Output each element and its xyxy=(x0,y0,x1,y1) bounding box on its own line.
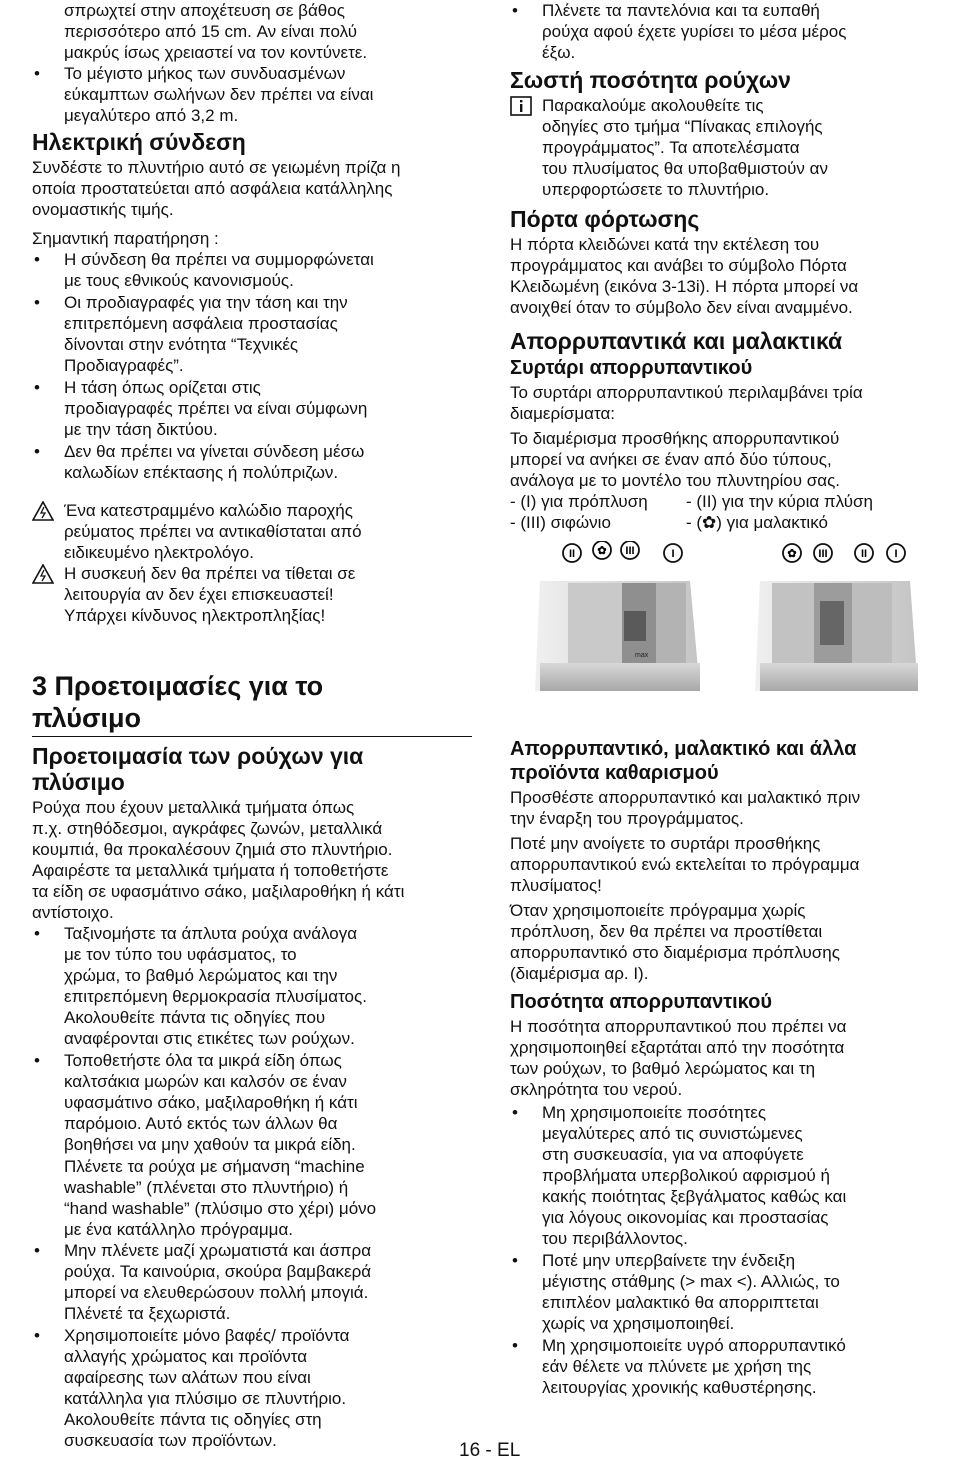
list-item: • Δεν θα πρέπει να γίνεται σύνδεση μέσω καλωδίων επέκτασης ή πολύπριζων. xyxy=(32,441,472,483)
list-item: • Η τάση όπως ορίζεται στις προδιαγραφές πρέπει να είναι σύμφωνη με την τάση δικτύου. xyxy=(32,377,472,440)
chapter-rule xyxy=(32,736,472,737)
drawer-text: Το συρτάρι απορρυπαντικού περιλαμβάνει τρία διαμερίσματα: Το διαμέρισμα προσθήκης απορρυπαντικού μπορεί να ανήκει σε έναν από δύο τύπους, ανάλογα με το μοντέλο του πλυντηρίου σας. xyxy=(510,383,863,490)
door-heading: Πόρτα φόρτωσης xyxy=(510,206,700,232)
other-products-text: Προσθέστε απορρυπαντικό και μαλακτικό πριν την έναρξη του προγράμματος. Ποτέ μην ανοίγετε το συρτάρι προσθήκης απορρυπαντικού ενώ εκτελείται το πρόγραμμα πλυσίματος! Όταν χρησιμοποιείτε πρόγραμμα χωρίς πρόπλυση, δεν θα πρέπει να προστίθεται απορρυπαντικό στο διαμέρισμα πρόπλυσης (διαμέρισμα αρ. I). xyxy=(510,788,861,983)
drawer-heading: Συρτάρι απορρυπαντικού xyxy=(510,357,753,379)
text-line: σπρωχτεί στην αποχέτευση σε βάθος xyxy=(64,1,345,20)
door-text: Η πόρτα κλειδώνει κατά την εκτέλεση του προγράμματος και ανάβει το σύμβολο Πόρτα Κλειδωμένη (εικόνα 3-13i). Η πόρτα μπορεί να ανοιχθεί όταν το σύμβολο δεν είναι αναμμένο. xyxy=(510,235,859,317)
list-item: • Ποτέ μην υπερβαίνετε την ένδειξη μέγιστης στάθμης (> max <). Αλλιώς, το επιπλέον μαλακτικό θα απορριπτεται χωρίς να χρησιμοποιηθεί. xyxy=(510,1250,942,1334)
list-item: • Μη χρησιμοποιείτε υγρό απορρυπαντικό εάν θέλετε να πλύνετε με χρήση της λειτουργίας χρονικής καθυστέρησης. xyxy=(510,1335,942,1398)
electric-text: Συνδέστε το πλυντήριο αυτό σε γειωμένη πρίζα η οποία προστατεύεται από ασφάλεια κατάλληλης ονομαστικής τιμής. xyxy=(32,158,401,219)
prep-text: Ρούχα που έχουν μεταλλικά τμήματα όπως π.χ. στηθόδεσμοι, αγκράφες ζωνών, μεταλλικά κουμπιά, θα προκαλέσουν ζημιά στο πλυντήριο. Αφαιρέστε τα μεταλλικά τμήματα ή τοποθετήστε τα είδη σε υφασμάτινο σάκο, μαξιλαροθήκη ή κάτι αντίστοιχο. xyxy=(32,798,405,922)
drawer-illustration xyxy=(510,541,942,691)
warning-damaged-cable: Ένα κατεστραμμένο καλώδιο παροχής ρεύματος πρέπει να αντικαθίσταται από ειδικευμένο ηλεκτρολόγο. xyxy=(32,500,472,563)
drawer-symbol: I xyxy=(894,548,898,560)
drawer-symbol: I xyxy=(671,548,675,560)
electric-heading: Ηλεκτρική σύνδεση xyxy=(32,129,246,155)
list-item: • Η σύνδεση θα πρέπει να συμμορφώνεται με τους εθνικούς κανονισμούς. xyxy=(32,249,472,291)
left-column xyxy=(32,0,472,1452)
chapter-title: 3 Προετοιμασίες για το πλύσιμο xyxy=(32,671,324,733)
drawer-symbol: II xyxy=(568,548,576,560)
load-info: Παρακαλούμε ακολουθείτε τις οδηγίες στο τμήμα “Πίνακας επιλογής προγράμματος”. Τα αποτελέσματα του πλυσίματος θα υποβαθμιστούν αν υπερφορτώσετε το πλυντήριο. xyxy=(510,95,942,200)
prep-continuation: Πλένετε τα ρούχα με σήμανση “machine washable” (πλένεται στο πλυντήριο) ή “hand washable” (πλύσιμο στο χέρι) μόνο με ένα κατάλληλο πρόγραμμα. xyxy=(64,1157,377,1239)
page-number: 16 - EL xyxy=(459,1440,521,1461)
drawer-symbol: ✿ xyxy=(787,548,797,560)
list-item: • Χρησιμοποιείτε μόνο βαφές/ προϊόντα αλλαγής χρώματος και προϊόντα αφαίρεσης των αλάτων που είναι κατάλληλα για πλύσιμο σε πλυντήριο. Ακολουθείτε πάντα τις οδηγίες στη συσκευασία των προϊόντων. xyxy=(32,1325,472,1451)
right-column xyxy=(510,0,942,1399)
text-line: περισσότερο από 15 cm. Αν είναι πολύ xyxy=(64,22,358,41)
detergent-heading: Απορρυπαντικά και μαλακτικά xyxy=(510,328,843,354)
list-item: • Τοποθετήστε όλα τα μικρά είδη όπως καλτσάκια μωρών και καλσόν σε έναν υφασμάτινο σάκο, μαξιλαροθήκη ή κάτι παρόμοιο. Αυτό εκτός των άλλων θα βοηθήσει να μην χαθούν τα μικρά είδη. xyxy=(32,1050,472,1155)
drawer-symbol: III xyxy=(818,548,828,560)
top-bullet-list xyxy=(510,0,942,63)
prep-bullet-list-2 xyxy=(32,1240,472,1451)
warning-unrepaired: Η συσκευή δεν θα πρέπει να τίθεται σε λειτουργία αν δεν έχει επισκευαστεί! Υπάρχει κίνδυνος ηλεκτροπληξίας! xyxy=(32,563,472,626)
prep-heading: Προετοιμασία των ρούχων για πλύσιμο xyxy=(32,743,364,795)
list-item: • Οι προδιαγραφές για την τάση και την επιτρεπόμενη ασφάλεια προστασίας δίνονται στην ενότητα “Τεχνικές Προδιαγραφές”. xyxy=(32,292,472,376)
load-heading: Σωστή ποσότητα ρούχων xyxy=(510,67,791,93)
list-item: • Μην πλένετε μαζί χρωματιστά και άσπρα ρούχα. Τα καινούρια, σκούρα βαμβακερά μπορεί να ελευθερώσουν πολλή μπογιά. Πλένετέ τα ξεχωριστά. xyxy=(32,1240,472,1324)
list-item: • Ταξινομήστε τα άπλυτα ρούχα ανάλογα με τον τύπο του υφάσματος, το χρώμα, το βαθμό λερώματος και την επιτρεπόμενη θερμοκρασία πλυσίματος. Ακολουθείτε πάντα τις οδηγίες που αναφέρονται στις ετικέτες των ρούχων. xyxy=(32,923,472,1049)
prep-bullet-list xyxy=(32,923,472,1155)
list-item: • Μη χρησιμοποιείτε ποσότητες μεγαλύτερες από τις συνιστώμενες στη συσκευασία, για να αποφύγετε προβλήματα υπερβολικού αφρισμού ή κακής ποιότητας ξεβγάλματος καθώς και για λόγους οικονομίας και προστασίας του περιβάλλοντος. xyxy=(510,1102,942,1249)
intro-continuation xyxy=(32,0,472,63)
note-bullet-list xyxy=(32,249,472,483)
electric-warning-icon xyxy=(32,564,54,584)
note-label: Σημαντική παρατήρηση : xyxy=(32,229,219,248)
drawer-left xyxy=(535,581,700,691)
drawer-symbol: III xyxy=(625,545,635,557)
max-label: max xyxy=(635,652,649,659)
drawer-right xyxy=(755,581,918,691)
text-line: μακρύς ίσως χρειαστεί να τον κοντύνετε. xyxy=(64,43,368,62)
drawer-symbol: II xyxy=(860,548,868,560)
compartment-row: - (III) σιφώνιο - (✿) για μαλακτικό xyxy=(510,513,828,532)
amount-bullet-list xyxy=(510,1102,942,1398)
compartment-row: - (I) για πρόπλυση - (II) για την κύρια πλύση xyxy=(510,492,873,511)
amount-heading: Ποσότητα απορρυπαντικού xyxy=(510,991,773,1013)
detergent-drawer-figure xyxy=(510,541,942,691)
amount-text: Η ποσότητα απορρυπαντικού που πρέπει να χρησιμοποιηθεί εξαρτάται από την ποσότητα των ρούχων, το βαθμό λερώματος και τη σκληρότητα του νερού. xyxy=(510,1017,847,1099)
intro-bullet-list xyxy=(32,63,472,126)
other-products-heading: Απορρυπαντικό, μαλακτικό και άλλα προϊόντα καθαρισμού xyxy=(510,738,857,784)
info-icon xyxy=(510,96,532,116)
drawer-symbol: ✿ xyxy=(597,545,607,557)
list-item: • Το μέγιστο μήκος των συνδυασμένων εύκαμπτων σωλήνων δεν πρέπει να είναι μεγαλύτερο από 3,2 m. xyxy=(32,63,472,126)
list-item: • Πλένετε τα παντελόνια και τα ευπαθή ρούχα αφού έχετε γυρίσει το μέσα μέρος έξω. xyxy=(510,0,942,63)
electric-warning-icon xyxy=(32,501,54,521)
